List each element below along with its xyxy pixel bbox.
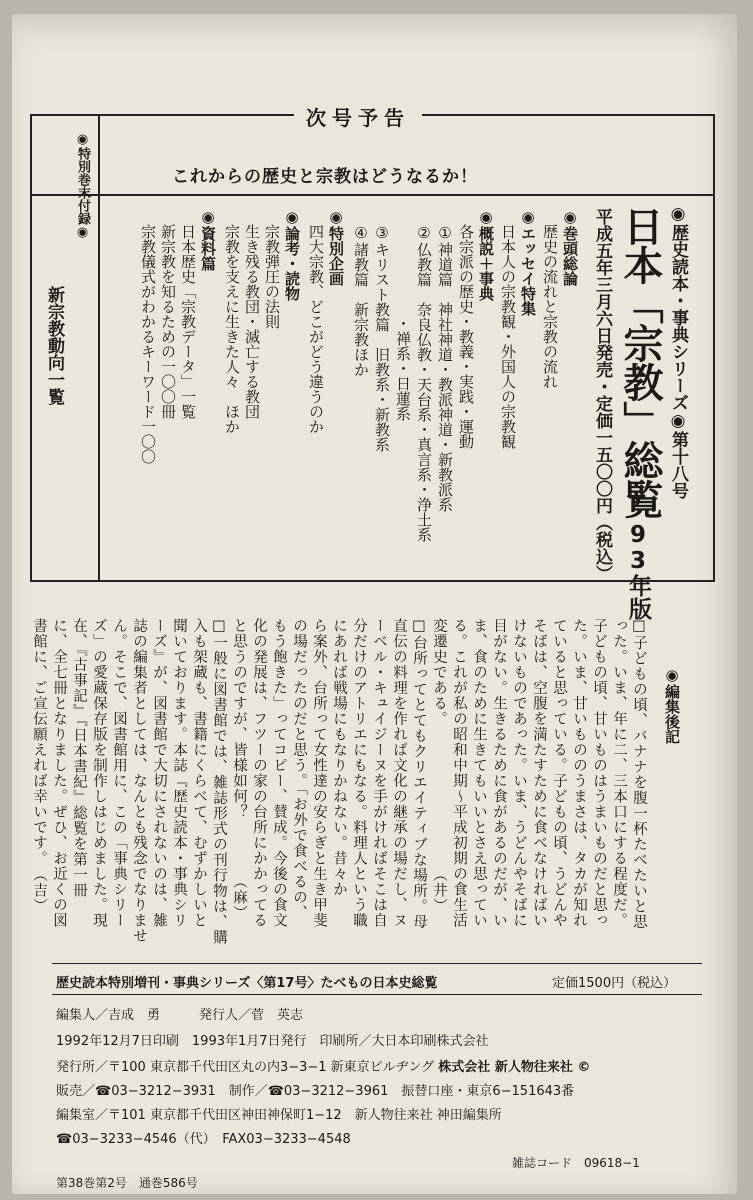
section-line: ②仏教篇 奈良仏教・天台系・真言系・浄土系 (415, 224, 433, 542)
afterword-line: た。いま、甘いもののうまさは、タカが知れ (571, 618, 587, 928)
supplement-divider (98, 116, 100, 580)
colophon-editor: 編集人／吉成 勇 発行人／菅 英志 (56, 1008, 304, 1023)
afterword-line: 分だけのアトリエにもなる。料理人という職 (351, 618, 367, 928)
section-line: 宗教弾圧の法則 (263, 224, 281, 329)
section-head-opening: ◉巻頭総論 (561, 208, 579, 286)
next-issue-heading: 次号予告 (294, 102, 422, 131)
section-head-overview: ◉概説＋事典 (477, 208, 495, 301)
afterword-line: 在、『古事記』『日本書紀』総覧を第一冊 (71, 618, 87, 898)
afterword-line: 書館に、ご宣伝願えれば幸いです。 （吉） (31, 618, 47, 914)
section-line: 歴史の流れと宗教の流れ (541, 224, 559, 389)
colophon-magazine (56, 972, 437, 991)
afterword-line: 目がない。生きるために食があるのだが、い (491, 618, 507, 928)
afterword-line: 直伝の料理を作れば文化の継承の場だし、ヌ (391, 618, 407, 928)
colophon-dates: 1992年12月7日印刷 1993年1月7日発行 印刷所／大日本印刷株式会社 (56, 1034, 489, 1049)
volume-number: 第38巻第2号 通巻586号 (56, 1176, 198, 1190)
afterword-line: と思うのですが、皆様如何？ （麻） (231, 618, 247, 921)
section-line: ④諸教篇 新宗教ほか (352, 224, 370, 377)
section-line: ①神道篇 神社神道・教派神道・新教派系 (436, 224, 454, 512)
next-issue-preview-box (30, 106, 715, 620)
afterword-line: ズ」の愛蔵保存版を制作しはじめました。現 (91, 618, 107, 928)
afterword-line: にあれば戦場にもなりかねない。昔々か (331, 618, 347, 897)
afterword-line: に、全七冊となりました。ぜひ、お近くの図 (51, 618, 67, 928)
section-head-essay: ◉エッセイ特集 (519, 208, 537, 316)
colophon-publisher (56, 1056, 590, 1075)
colophon-price: 定価1500円（税込） (552, 976, 677, 991)
afterword-line: ていると思っている。子どもの頃、うどんや (551, 618, 567, 928)
section-line: 日本歴史「宗教データ」一覧 (179, 224, 197, 419)
afterword-line: ら案外、台所って女性達の安らぎと生き甲斐 (311, 618, 327, 928)
section-line: 各宗派の歴史・教義・実践・運動 (457, 224, 475, 449)
magazine-code: 雑誌コード 09618−1 (512, 1156, 640, 1170)
afterword-line: 入も架蔵も、書籍にくらべて、むずかしいと (191, 618, 207, 928)
afterword-line: 誌の編集者としては、なんとも残念でなりませ (131, 618, 147, 944)
afterword-line: □台所ってとてもクリエイティブな場所。母 (411, 618, 427, 930)
afterword-line: 子どもの頃、甘いものはうまいものだと思っ (591, 618, 607, 928)
afterword-line: ーズ』が、図書館で大切にされないのは、雑 (151, 618, 167, 928)
section-line: 生き残る教団・滅亡する教団 (243, 224, 261, 419)
page (12, 14, 737, 1194)
afterword-line: る。これが私の昭和中期〜平成初期の食生活 (451, 618, 467, 928)
afterword-line: ま、食のために生きてもいいとさえ思ってい (471, 618, 487, 928)
section-head-special: ◉特別企画 (327, 208, 345, 286)
section-line: ③キリスト教篇 旧教系・新教系 (373, 224, 391, 452)
magazine-title: 歴史読本特別増刊・事典シリーズ〈第17号〉たべもの日本史総覧 (56, 976, 438, 991)
colophon-rule (52, 994, 702, 995)
edition-label: ’93年版 (625, 496, 651, 620)
issue-title: 日本「宗教」総覧 (617, 206, 663, 518)
release-info: 平成五年三月六日発売・定価一五〇〇円（税込） (592, 208, 612, 582)
afterword-line: った。いま、年に二、三本口にする程度だ。 (611, 618, 627, 928)
divider (32, 194, 713, 196)
afterword-line: けないものであった。いま、うどんやそばに (511, 618, 527, 928)
publisher-address: 発行所／〒100 東京都千代田区丸の内3−3−1 新東京ビルヂング (56, 1060, 435, 1075)
catchphrase: これからの歴史と宗教はどうなるか！ (172, 167, 478, 187)
section-head-materials: ◉資料篇 (199, 208, 217, 271)
series-label: ◉歴史読本・事典シリーズ◉第十八号 (668, 204, 688, 499)
publisher-name: 株式会社 新人物往来社 © (438, 1060, 591, 1075)
afterword-line: の場だったのだと思う。「お外で食べるの、 (291, 618, 307, 921)
section-line: 宗教を支えに生きた人々 ほか (223, 224, 241, 434)
supplement-title: 新宗教動向一覧 (44, 286, 64, 405)
colophon-sales: 販売／☎03−3212−3931 制作／☎03−3212−3961 振替口座・東京6−151643番 (56, 1084, 575, 1099)
afterword-line: そばは、空腹を満たすために食べなければい (531, 618, 547, 928)
afterword-line: □一般に図書館では、雑誌形式の刊行物は、購 (211, 618, 227, 945)
section-line: 四大宗教、どこがどう違うのか (307, 224, 325, 434)
section-head-essays: ◉論考・読物 (283, 208, 301, 301)
supplement-label: ◉特別巻末付録◉ (75, 132, 90, 240)
section-line: 新宗教を知るための一〇〇冊 (159, 224, 177, 419)
colophon-editorial-office: 編集室／〒101 東京都千代田区神田神保町1−12 新人物往来社 神田編集所 (56, 1108, 502, 1123)
afterword-heading: ◉編集後記 (663, 666, 681, 744)
section-line: ・禅系・日蓮系 (394, 316, 412, 421)
afterword-line: もう飽きた」ってコピー、賛成。今後の食文 (271, 618, 287, 928)
afterword-line: 聞いております。本誌『歴史読本・事典シリ (171, 618, 187, 928)
section-line: 宗教儀式がわかるキーワード一〇〇 (139, 224, 157, 464)
afterword-line: □子どもの頃、バナナを腹一杯たべたいと思 (631, 618, 647, 930)
section-line: 日本人の宗教観・外国人の宗教観 (499, 224, 517, 449)
colophon-phone-fax: ☎03−3233−4546（代） FAX03−3233−4548 (56, 1132, 351, 1147)
colophon-top-rule (52, 963, 702, 964)
afterword-line: ーベル・キュイジーヌを手がければそこは自 (371, 618, 387, 928)
afterword-line: 変遷史である。 （井） (431, 618, 447, 914)
afterword-line: 化の発展は、フツーの家の台所にかかってる (251, 618, 267, 928)
afterword-line: ん。そこで、図書館用に、この「事典シリー (111, 618, 127, 928)
